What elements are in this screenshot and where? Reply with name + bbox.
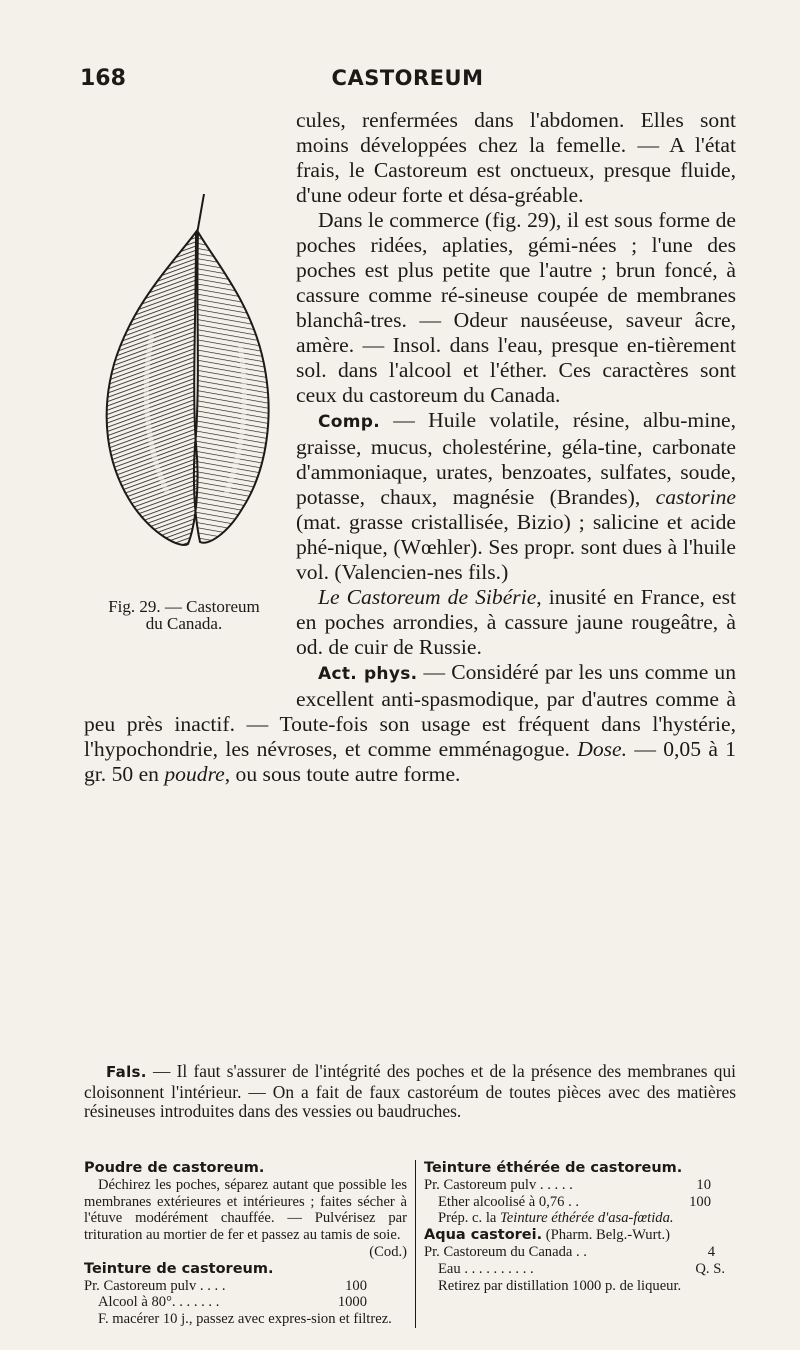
comp-text-b: (mat. grasse cristallisée, Bizio) ; salicine et acide phé-nique, (Wœhler). Ses propr. sont dues à l'huile vol. (Valencien-nes fils.) [296, 510, 736, 584]
recipe-qty: Q. S. [695, 1260, 725, 1277]
recipe-qty: 10 [696, 1176, 711, 1193]
heading-poudre: Poudre de castoreum. [84, 1160, 265, 1176]
main-text [84, 108, 736, 787]
action-text-a: — Considéré par les uns comme un excellent anti-spasmodique, par d'autres comme à peu près inactif. — Toute-fois son usage est fréquent dans l'hystérie, l'hypochondrie, les névroses, et comme emménagogue. [84, 660, 737, 761]
figure-castoreum [74, 158, 286, 698]
paragraph-falsification [84, 1062, 736, 1122]
recipe-row [424, 1244, 735, 1261]
recipe-name: Alcool à 80°. . . . . . . [98, 1294, 220, 1311]
siberie-title: Le Castoreum de Sibérie [318, 585, 537, 609]
castoreum-illustration [92, 194, 282, 562]
recipe-qty: 4 [707, 1243, 715, 1260]
etheree-ref: Teinture éthérée d'asa-fœtida. [500, 1210, 674, 1227]
recipe-row [424, 1261, 735, 1278]
recipe-name: Eau . . . . . . . . . . [438, 1260, 534, 1277]
recipe-row [84, 1294, 407, 1311]
recipe-row [84, 1278, 407, 1295]
aqua-instructions: Retirez par distillation 1000 p. de liqueur. [438, 1277, 682, 1294]
etheree-instructions [424, 1210, 735, 1227]
paragraph-commerce: Dans le commerce (fig. 29), il est sous forme de poches ridées, aplaties, gémi-nées ; l'une des poches est plus petite que l'autre ; brun foncé, à cassure comme ré-sineuse coupée de membranes blanchâ-tres. — Odeur nauséeuse, saveur âcre, amère. — Insol. dans l'eau, presque en-tièrement sol. dans l'alcool et l'éther. Ces caractères sont ceux du castoreum du Canada. [296, 208, 736, 407]
page-number: 168 [80, 66, 126, 91]
poudre-ref: (Cod.) [369, 1243, 407, 1260]
recipe-qty: 100 [345, 1277, 367, 1294]
siberie-text: , inusité en France, est en poches arrondies, à cassure jaune rougeâtre, à od. de cuir de Russie. [296, 585, 736, 659]
formulas-columns [84, 1160, 736, 1328]
recipe-name: Pr. Castoreum du Canada . . [424, 1243, 587, 1260]
aqua-ref: (Pharm. Belg.-Wurt.) [542, 1227, 671, 1244]
label-dose: Dose. [577, 737, 628, 761]
heading-aqua [424, 1227, 735, 1244]
heading-teinture: Teinture de castoreum. [84, 1260, 274, 1277]
comp-text-a: — Huile volatile, résine, albu-mine, graisse, mucus, cholestérine, géla-tine, carbonate d'ammoniaque, urates, benzoates, sulfates, soude, potasse, chaux, magnésie (Brandes), [296, 408, 736, 509]
action-text-c: , ou sous toute autre forme. [224, 762, 461, 786]
comp-castorine: castorine [655, 485, 736, 509]
teinture-instructions: F. macérer 10 j., passez avec expres-sion et filtrez. [98, 1311, 392, 1328]
label-act-phys: Act. phys. [318, 664, 418, 684]
recipe-name: Ether alcoolisé à 0,76 . . [438, 1193, 580, 1210]
label-fals: Fals. [106, 1063, 147, 1081]
recipe-row [424, 1194, 735, 1211]
recipe-row [424, 1177, 735, 1194]
recipe-name: Pr. Castoreum pulv . . . . . [424, 1176, 573, 1193]
caption-line-2: du Canada. [145, 614, 223, 633]
caption-line-1: Fig. 29. — Castoreum [108, 597, 260, 616]
poudre-instructions [84, 1176, 407, 1260]
running-head: CASTOREUM [331, 66, 484, 90]
recipe-qty: 100 [689, 1193, 711, 1210]
paragraph-intro: cules, renfermées dans l'abdomen. Elles sont moins développées chez la femelle. — A l'état frais, le Castoreum est onctueux, presque fluide, d'une odeur forte et désa-gréable. [296, 108, 736, 207]
formulas-left [84, 1160, 415, 1328]
figure-caption [84, 598, 284, 632]
word-poudre: poudre [164, 762, 225, 786]
etheree-text: Prép. c. la [438, 1210, 501, 1227]
label-comp: Comp. [318, 412, 380, 432]
fals-text: — Il faut s'assurer de l'intégrité des poches et de la présence des membranes qui cloisonnent l'intérieur. — On a fait de faux castoréum de toutes pièces avec des matières résineuses introduites dans des vessies ou baudruches. [84, 1061, 736, 1122]
heading-teinture-etheree: Teinture éthérée de castoreum. [424, 1160, 683, 1176]
poudre-text: Déchirez les poches, séparez autant que possible les membranes extérieures et intérieures ; faites sécher à l'étuve modérément chauffée. — Pulvérisez par trituration au mortier de fer et passez au tamis de soie. [84, 1176, 407, 1244]
aqua-title: Aqua castorei. [424, 1227, 543, 1244]
formulas-right [415, 1160, 735, 1328]
action-text-b: — 0,05 à 1 gr. 50 en [84, 737, 737, 786]
page-header [80, 66, 735, 106]
recipe-name: Pr. Castoreum pulv . . . . [84, 1277, 226, 1294]
recipe-qty: 1000 [337, 1294, 367, 1311]
